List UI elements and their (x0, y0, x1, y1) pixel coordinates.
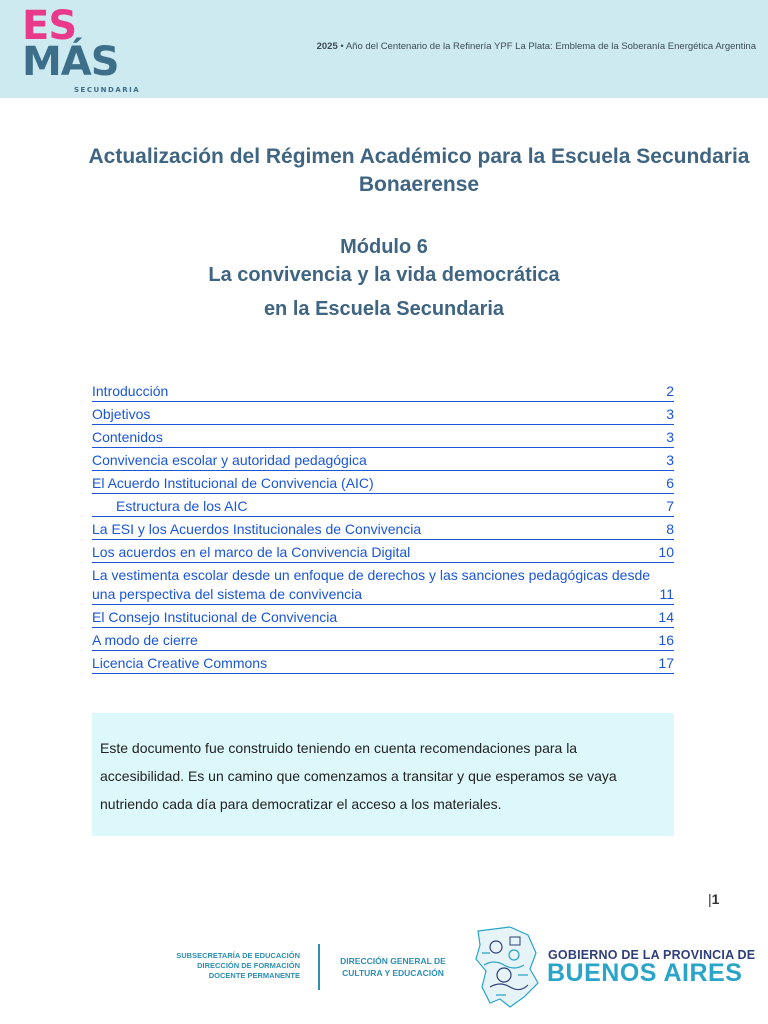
toc-entry-page: 8 (666, 521, 674, 537)
toc-entry-label: Introducción (92, 383, 169, 399)
page-number (708, 891, 719, 907)
toc-entry-label: A modo de cierre (92, 632, 198, 648)
gov-text-line2: BUENOS AIRES (547, 959, 743, 987)
toc-entry-acuerdo-institucional[interactable] (92, 472, 674, 494)
toc-entry-label: Contenidos (92, 429, 163, 445)
toc-entry-contenidos[interactable] (92, 426, 674, 448)
accessibility-note (92, 713, 674, 836)
footer-subsecretaria (176, 951, 300, 981)
toc-entry-introduccion[interactable] (92, 380, 674, 402)
toc-entry-esi[interactable] (92, 518, 674, 540)
toc-entry-convivencia-digital[interactable] (92, 541, 674, 563)
toc-entry-a-modo-de-cierre[interactable] (92, 629, 674, 651)
header-motto-text: • Año del Centenario de la Refinería YPF La Plata: Emblema de la Soberanía Energética Argentina (337, 41, 756, 52)
logo-main-text: MÁS (22, 39, 119, 85)
toc-entry-page: 16 (658, 632, 674, 648)
toc-entry-consejo-institucional[interactable] (92, 606, 674, 628)
toc-entry-page: 3 (666, 452, 674, 468)
toc-entry-page: 11 (659, 586, 674, 602)
footer-mid-line2: CULTURA Y EDUCACIÓN (342, 968, 444, 978)
toc-entry-objetivos[interactable] (92, 403, 674, 425)
es-mas-logo (22, 3, 144, 96)
page-number-value: 1 (711, 891, 720, 907)
toc-entry-page: 14 (658, 609, 674, 625)
toc-entry-licencia[interactable] (92, 652, 674, 674)
footer-divider (318, 944, 320, 990)
module-title-line1: La convivencia y la vida democrática (208, 264, 560, 286)
toc-entry-label: La ESI y los Acuerdos Institucionales de Convivencia (92, 521, 422, 537)
toc-entry-label: El Consejo Institucional de Convivencia (92, 609, 338, 625)
toc-entry-label: El Acuerdo Institucional de Convivencia (AIC) (92, 475, 374, 491)
toc-entry-page: 17 (658, 655, 674, 671)
footer-left-line3: DOCENTE PERMANENTE (208, 971, 300, 980)
accessibility-note-text: Este documento fue construido teniendo en cuenta recomendaciones para la accesibilidad. Es un camino que comenzamos a transitar y que esperamos se vaya nutriendo cada día para democratizar el acceso a los materiales. (100, 740, 617, 812)
footer-left-line2: DIRECCIÓN DE FORMACIÓN (197, 961, 300, 970)
toc-entry-estructura-aic[interactable] (92, 495, 674, 517)
footer-left-line1: SUBSECRETARÍA DE EDUCACIÓN (176, 951, 300, 960)
footer-mid-line1: DIRECCIÓN GENERAL DE (340, 956, 446, 966)
toc-entry-page: 3 (666, 406, 674, 422)
header-year: 2025 (316, 41, 338, 52)
toc-entry-label: Licencia Creative Commons (92, 655, 268, 671)
table-of-contents (92, 380, 674, 675)
toc-entry-convivencia-escolar[interactable] (92, 449, 674, 471)
module-number: Módulo 6 (340, 236, 428, 258)
page-number-separator: | (708, 891, 712, 907)
province-map-icon (470, 925, 542, 1010)
toc-entry-vestimenta-escolar[interactable] (92, 564, 674, 605)
toc-entry-page: 2 (666, 383, 674, 399)
header-motto (317, 41, 756, 52)
logo-sub-text: SECUNDARIA (74, 86, 141, 94)
header-band (0, 0, 768, 98)
logo-top-text: ES (22, 3, 77, 49)
module-title-line2: en la Escuela Secundaria (263, 298, 505, 320)
toc-entry-page: 3 (666, 429, 674, 445)
toc-entry-label: La vestimenta escolar desde un enfoque de derechos y las sanciones pedagógicas desde una perspectiva del sistema de convivencia (92, 567, 651, 602)
toc-entry-page: 6 (666, 475, 674, 491)
toc-entry-label: Estructura de los AIC (116, 498, 248, 514)
toc-entry-label: Los acuerdos en el marco de la Convivencia Digital (92, 544, 411, 560)
footer-direccion-general (333, 955, 453, 979)
toc-entry-label: Convivencia escolar y autoridad pedagógica (92, 452, 367, 468)
gov-text-line1: GOBIERNO DE LA PROVINCIA DE (548, 948, 756, 962)
document-title: Actualización del Régimen Académico para la Escuela Secundaria Bonaerense (88, 145, 750, 196)
toc-entry-page: 10 (658, 544, 674, 560)
toc-entry-label: Objetivos (92, 406, 151, 422)
toc-entry-page: 7 (666, 498, 674, 514)
